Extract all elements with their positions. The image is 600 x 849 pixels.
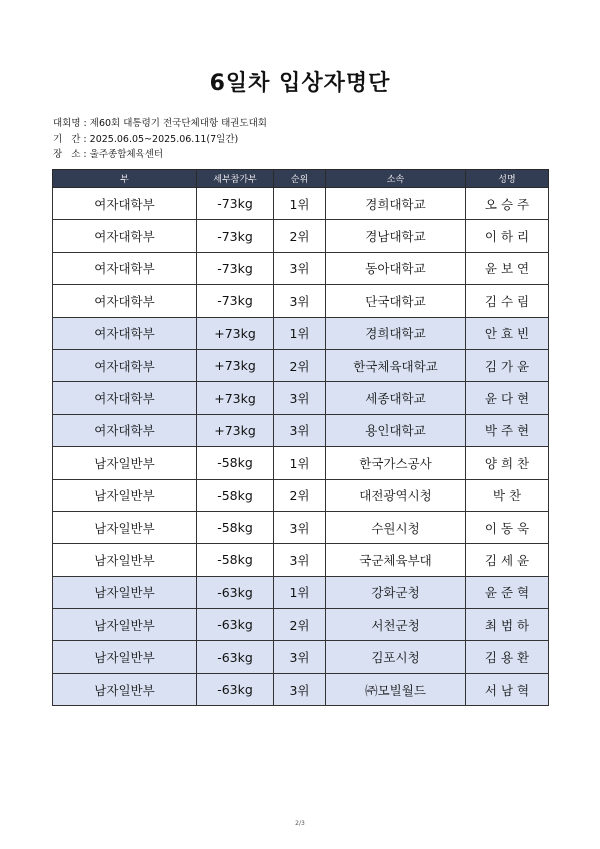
header-division: 부 <box>53 170 197 188</box>
cell-rank: 3위 <box>274 641 326 673</box>
event-venue-row <box>53 147 267 163</box>
cell-name: 이동욱 <box>466 511 549 543</box>
cell-weight-class: -58kg <box>197 511 274 543</box>
cell-division: 여자대학부 <box>53 252 197 284</box>
table-row <box>53 544 549 576</box>
event-period-label: 기 간 : <box>53 133 87 145</box>
cell-division: 남자일반부 <box>53 447 197 479</box>
table-row <box>53 673 549 705</box>
cell-name: 양희찬 <box>466 447 549 479</box>
table-row <box>53 576 549 608</box>
cell-weight-class: +73kg <box>197 317 274 349</box>
cell-weight-class: -73kg <box>197 285 274 317</box>
table-row <box>53 609 549 641</box>
cell-rank: 1위 <box>274 447 326 479</box>
cell-name: 최범하 <box>466 609 549 641</box>
table-row <box>53 511 549 543</box>
cell-name: 김가윤 <box>466 349 549 381</box>
table-row <box>53 252 549 284</box>
cell-name: 김용환 <box>466 641 549 673</box>
header-name: 성명 <box>466 170 549 188</box>
cell-division: 남자일반부 <box>53 576 197 608</box>
event-period-row <box>53 132 267 148</box>
cell-division: 여자대학부 <box>53 317 197 349</box>
cell-affiliation: 세종대학교 <box>326 382 466 414</box>
cell-name: 김세윤 <box>466 544 549 576</box>
cell-name: 박찬 <box>466 479 549 511</box>
cell-name: 안효빈 <box>466 317 549 349</box>
header-rank: 순위 <box>274 170 326 188</box>
cell-division: 여자대학부 <box>53 285 197 317</box>
cell-affiliation: 서천군청 <box>326 609 466 641</box>
cell-affiliation: 동아대학교 <box>326 252 466 284</box>
cell-division: 남자일반부 <box>53 641 197 673</box>
table-row <box>53 641 549 673</box>
cell-name: 윤준혁 <box>466 576 549 608</box>
header-affiliation: 소속 <box>326 170 466 188</box>
header-weight-class: 세부참가부 <box>197 170 274 188</box>
cell-affiliation: 수원시청 <box>326 511 466 543</box>
cell-weight-class: -58kg <box>197 447 274 479</box>
cell-weight-class: -63kg <box>197 673 274 705</box>
cell-affiliation: 경희대학교 <box>326 188 466 220</box>
event-name-value: 제60회 대통령기 전국단체대항 태권도대회 <box>89 118 267 129</box>
cell-affiliation: 국군체육부대 <box>326 544 466 576</box>
cell-name: 윤보연 <box>466 252 549 284</box>
cell-division: 여자대학부 <box>53 414 197 446</box>
cell-rank: 1위 <box>274 188 326 220</box>
cell-rank: 2위 <box>274 220 326 252</box>
cell-weight-class: -73kg <box>197 220 274 252</box>
cell-affiliation: 강화군청 <box>326 576 466 608</box>
cell-rank: 3위 <box>274 414 326 446</box>
cell-weight-class: -73kg <box>197 188 274 220</box>
cell-affiliation: 대전광역시청 <box>326 479 466 511</box>
table-row <box>53 479 549 511</box>
cell-division: 남자일반부 <box>53 673 197 705</box>
cell-rank: 2위 <box>274 609 326 641</box>
cell-rank: 3위 <box>274 673 326 705</box>
cell-division: 여자대학부 <box>53 349 197 381</box>
cell-rank: 2위 <box>274 479 326 511</box>
cell-division: 남자일반부 <box>53 609 197 641</box>
cell-rank: 3위 <box>274 285 326 317</box>
cell-name: 박주현 <box>466 414 549 446</box>
event-name-row <box>53 116 267 132</box>
cell-division: 여자대학부 <box>53 382 197 414</box>
table-header-row <box>53 170 549 188</box>
cell-weight-class: +73kg <box>197 349 274 381</box>
event-venue-value: 울주종합체육센터 <box>89 149 164 160</box>
event-venue-label: 장 소 : <box>53 149 87 160</box>
cell-division: 남자일반부 <box>53 544 197 576</box>
page-title: 6일차 입상자명단 <box>209 71 391 96</box>
cell-name: 김수림 <box>466 285 549 317</box>
cell-affiliation: 용인대학교 <box>326 414 466 446</box>
cell-affiliation: ㈜모빌월드 <box>326 673 466 705</box>
cell-rank: 3위 <box>274 511 326 543</box>
event-period-value: 2025.06.05~2025.06.11(7일간) <box>89 133 239 145</box>
cell-division: 여자대학부 <box>53 220 197 252</box>
cell-weight-class: +73kg <box>197 382 274 414</box>
table-row <box>53 285 549 317</box>
cell-name: 윤다현 <box>466 382 549 414</box>
cell-weight-class: -58kg <box>197 479 274 511</box>
table-row <box>53 220 549 252</box>
table-row <box>53 349 549 381</box>
cell-rank: 3위 <box>274 252 326 284</box>
table-row <box>53 447 549 479</box>
cell-name: 오승주 <box>466 188 549 220</box>
cell-name: 이하리 <box>466 220 549 252</box>
event-name-label: 대회명 : <box>53 118 87 129</box>
cell-rank: 3위 <box>274 382 326 414</box>
page-number: 2/3 <box>295 820 305 827</box>
cell-name: 서남혁 <box>466 673 549 705</box>
cell-rank: 2위 <box>274 349 326 381</box>
cell-division: 남자일반부 <box>53 511 197 543</box>
cell-affiliation: 한국가스공사 <box>326 447 466 479</box>
table-row <box>53 188 549 220</box>
cell-division: 남자일반부 <box>53 479 197 511</box>
cell-rank: 3위 <box>274 544 326 576</box>
cell-weight-class: +73kg <box>197 414 274 446</box>
table-row <box>53 317 549 349</box>
event-info <box>53 116 267 163</box>
cell-weight-class: -63kg <box>197 576 274 608</box>
cell-affiliation: 경희대학교 <box>326 317 466 349</box>
cell-weight-class: -58kg <box>197 544 274 576</box>
cell-weight-class: -73kg <box>197 252 274 284</box>
cell-affiliation: 단국대학교 <box>326 285 466 317</box>
cell-rank: 1위 <box>274 576 326 608</box>
table-row <box>53 382 549 414</box>
cell-affiliation: 경남대학교 <box>326 220 466 252</box>
cell-affiliation: 김포시청 <box>326 641 466 673</box>
cell-division: 여자대학부 <box>53 188 197 220</box>
cell-weight-class: -63kg <box>197 641 274 673</box>
table-row <box>53 414 549 446</box>
cell-weight-class: -63kg <box>197 609 274 641</box>
cell-rank: 1위 <box>274 317 326 349</box>
cell-affiliation: 한국체육대학교 <box>326 349 466 381</box>
winners-table <box>52 169 549 706</box>
